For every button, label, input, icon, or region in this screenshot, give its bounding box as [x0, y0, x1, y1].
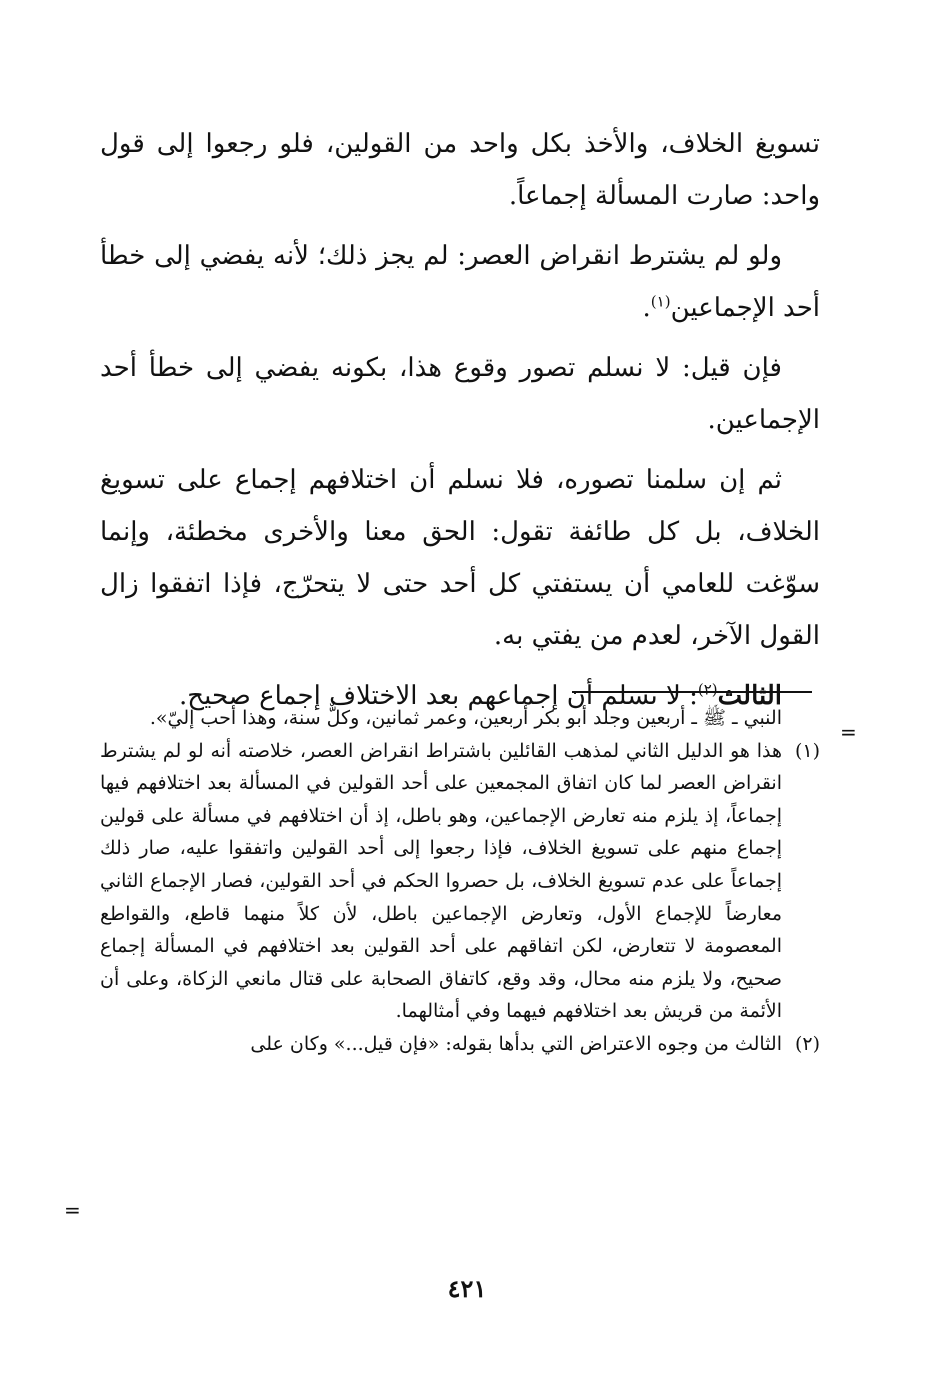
paragraph-1: تسويغ الخلاف، والأخذ بكل واحد من القولين، فلو رجعوا إلى قول واحد: صارت المسألة إجماعاً.: [100, 129, 820, 211]
paragraph-4: ثم إن سلمنا تصوره، فلا نسلم أن اختلافهم إجماع على تسويغ الخلاف، بل كل طائفة تقول: الحق معنا والأخرى مخطئة، وإنما سوّغت للعامي أن يستفتي كل أحد حتى لا يتحرّج، فإذا اتفقوا زال القول الآخر، لعدم من يفتي به.: [100, 465, 820, 651]
paragraph-5-lead: الثالث: [717, 681, 782, 711]
footnote-2: [100, 1028, 820, 1061]
paragraph-2: [100, 230, 820, 334]
footnote-continuation: النبي ـ ﷺ ـ أربعين وجلد أبو بكر أربعين، وعمر ثمانين، وكلٌّ سنة، وهذا أحب إليّ».: [149, 707, 782, 729]
page-number: ٤٢١: [447, 1274, 487, 1303]
footnote-1: [100, 735, 820, 1028]
main-text: [100, 118, 820, 730]
footnotes: [100, 702, 820, 1061]
footnote-separator: [572, 691, 812, 693]
paragraph-2-text: ولو لم يشترط انقراض العصر: لم يجز ذلك؛ لأنه يفضي إلى خطأ أحد الإجماعين: [100, 241, 820, 323]
footnote-1-number: (١): [794, 739, 820, 762]
continued-marker: =: [840, 720, 857, 744]
footnote-ref-1[interactable]: (١): [650, 292, 671, 311]
footnote-ref-2[interactable]: (٢): [697, 680, 718, 699]
paragraph-5-text: : لا نسلم أن إجماعهم بعد الاختلاف إجماع صحيح.: [179, 681, 698, 711]
paragraph-2-end: .: [642, 293, 651, 323]
continues-marker: =: [64, 1198, 81, 1222]
paragraph-3: فإن قيل: لا نسلم تصور وقوع هذا، بكونه يفضي إلى خطأ أحد الإجماعين.: [100, 353, 820, 435]
footnote-2-text: الثالث من وجوه الاعتراض التي بدأها بقوله: «فإن قيل...» وكان على: [250, 1032, 782, 1055]
footnote-2-number: (٢): [794, 1032, 820, 1055]
footnote-1-text: هذا هو الدليل الثاني لمذهب القائلين باشتراط انقراض العصر، خلاصته أنه لو لم يشترط انقراض العصر لما كان اتفاق المجمعين على أحد القولين في المسألة بعد اختلافهم فيها إجماعاً، إذ يلزم منه تعارض الإجماعين، وهو باطل، إذ أن اختلافهم في مسألة على قولين إجماع منهم على تسويغ الخلاف، فإذا رجعوا إلى أحد القولين واتفقوا عليه، صار ذلك إجماعاً على عدم تسويغ الخلاف، بل حصروا الحكم في أحد القولين، فصار الإجماع الثاني معارضاً للإجماع الأول، وتعارض الإجماعين باطل، لأن كلاً منهما قاطع، والقواطع المعصومة لا تتعارض، لكن اتفاقهم على أحد القولين بعد اختلافهم في المسألة إجماع صحيح، ولا يلزم منه محال، وقد وقع، كاتفاق الصحابة على قتال مانعي الزكاة، وعلى أن الأئمة من قريش بعد اختلافهم فيهما وفي أمثالهما.: [100, 739, 782, 1023]
